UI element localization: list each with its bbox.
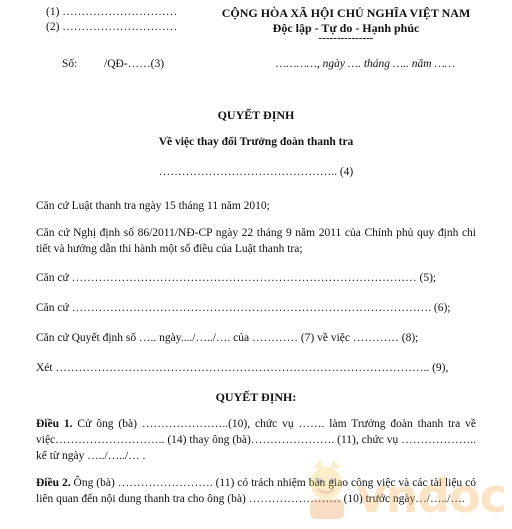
consideration: Xét …………………………………………………………………………………….. (9),	[36, 362, 449, 374]
vndoc-watermark-logo	[276, 457, 506, 523]
issuing-body-line-2: (2) …………………………	[46, 21, 178, 33]
national-title: CỘNG HÒA XÃ HỘI CHỦ NGHĨA VIỆT NAM	[221, 6, 471, 20]
article-1-text: Cử ông (bà) …………………..(10), chức vụ ……. làm Trưởng đoàn thanh tra về việc……………………….. (14) thay ông (bà)…………………. (11), chức vụ ……………….. kể từ ngày …../…../… .	[36, 418, 476, 462]
decision-title: QUYẾT ĐỊNH	[217, 108, 295, 122]
place-date: …………, ngày …. tháng ….. năm ……	[276, 58, 455, 70]
issuing-authority: ……………………………………….. (4)	[158, 166, 354, 178]
article-2-text: Ông (bà) ……………………. (11) có trách nhiệm bàn giao công việc và các tài liệu có liên quan đến nội dung thanh tra cho ông (bà) …………………… (10) trước ngày…/…../….	[36, 477, 476, 505]
decision-subject: Về việc thay đổi Trưởng đoàn thanh tra	[158, 136, 354, 148]
article-1-label: Điều 1.	[36, 418, 73, 430]
basis-6: Căn cứ …………………………………………………………………………………. (6);	[36, 302, 451, 314]
national-motto: Độc lập - Tự do - Hạnh phúc	[272, 21, 420, 35]
basis-decree: Căn cứ Nghị định số 86/2011/NĐ-CP ngày 22 tháng 9 năm 2011 của Chính phủ quy định chi tiết và hướng dẫn thi hành một số điều của Luật thanh tra;	[36, 227, 476, 255]
decision-heading: QUYẾT ĐỊNH:	[215, 390, 297, 404]
basis-decision: Căn cứ Quyết định số ….. ngày..../…../…. của ………… (7) về việc ………… (8);	[36, 332, 419, 344]
motto-underline: ---------------	[318, 32, 374, 44]
document-number: /QĐ-……(3)	[104, 58, 165, 70]
document-number-label: Số:	[62, 58, 78, 70]
article-2-label: Điều 2.	[36, 477, 71, 489]
basis-law: Căn cứ Luật thanh tra ngày 15 tháng 11 năm 2010;	[36, 200, 270, 212]
issuing-body-line-1: (1) …………………………	[46, 6, 178, 18]
watermark-brand: vndoc	[356, 469, 506, 523]
basis-5: Căn cứ ……………………………………………………………………………… (5);	[36, 272, 437, 284]
